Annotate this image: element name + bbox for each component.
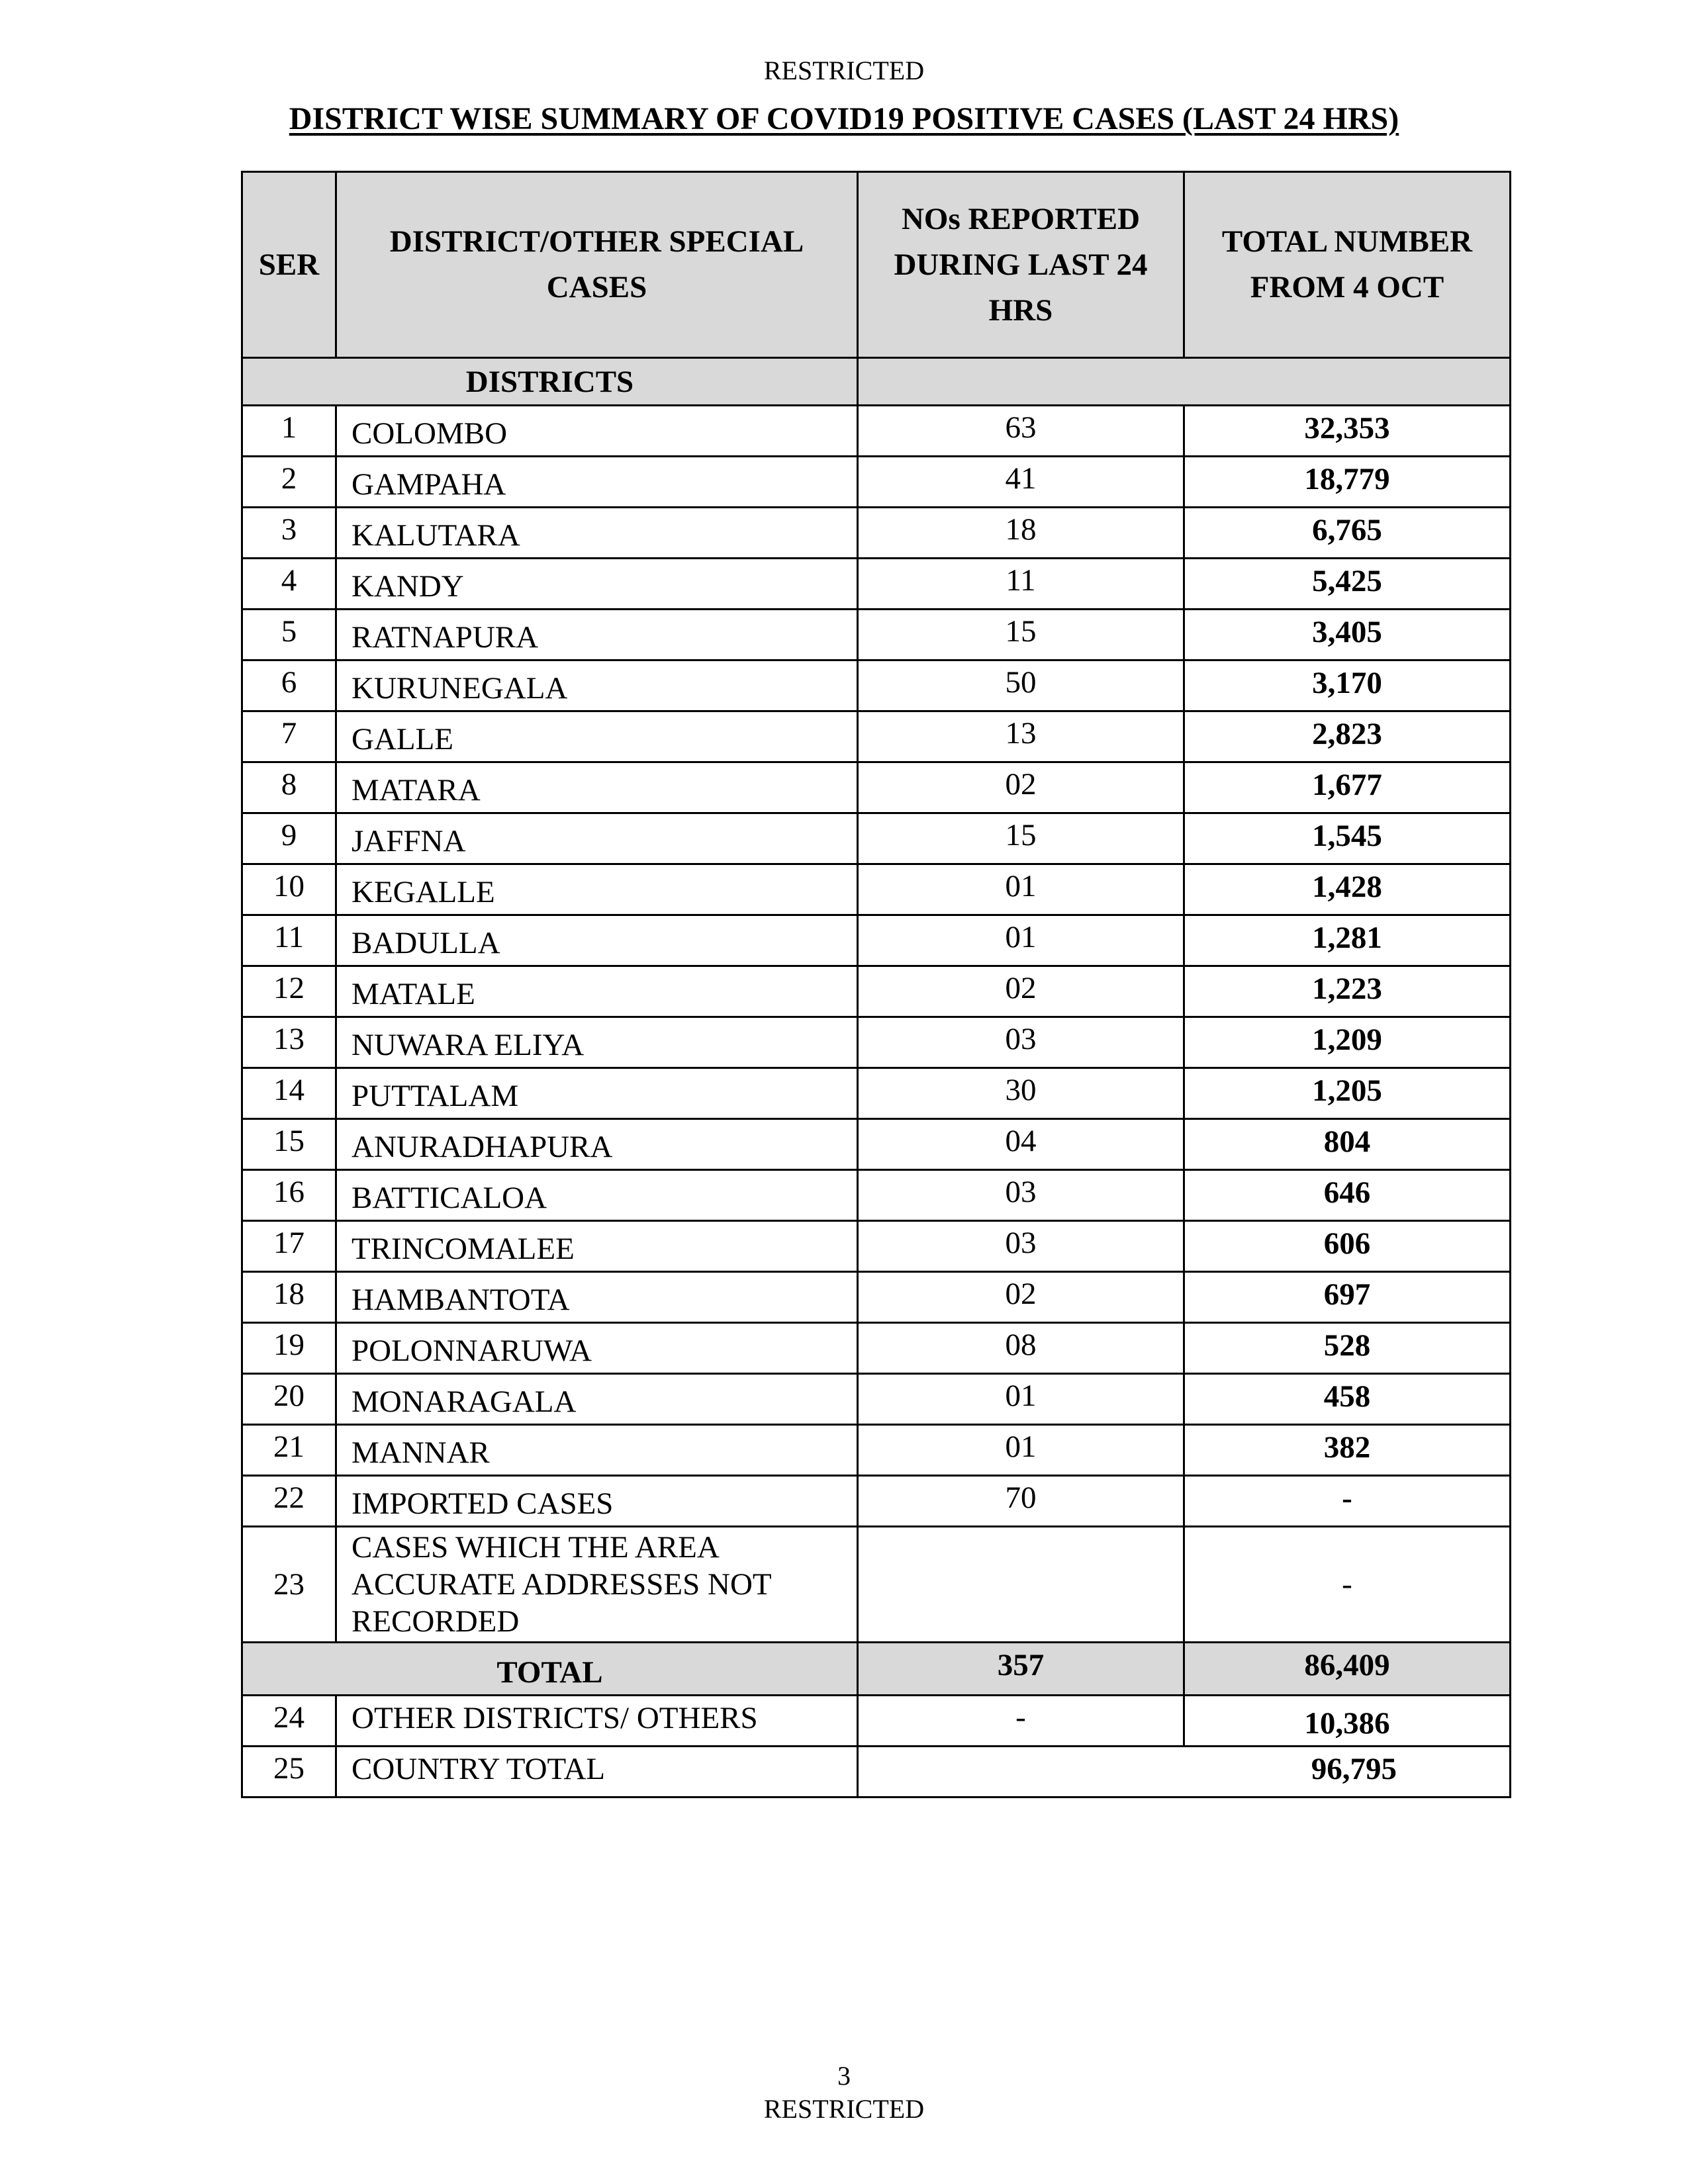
ser-cell: 2 (242, 457, 336, 508)
district-summary-table (241, 171, 1511, 1798)
ser-cell: 22 (242, 1476, 336, 1527)
district-cell: COUNTRY TOTAL (336, 1747, 858, 1797)
district-cell: TRINCOMALEE (336, 1221, 858, 1272)
ser-cell: 16 (242, 1170, 336, 1221)
table-row (242, 1221, 1511, 1272)
district-cell: KANDY (336, 559, 858, 610)
table-row (242, 1068, 1511, 1119)
country-total-value: 96,795 (858, 1747, 1511, 1797)
district-cell: KALUTARA (336, 508, 858, 559)
reported-cell: 03 (858, 1170, 1184, 1221)
reported-cell: 01 (858, 864, 1184, 915)
ser-cell: 4 (242, 559, 336, 610)
ser-cell: 23 (242, 1527, 336, 1643)
total-cell: - (1184, 1527, 1511, 1643)
ser-cell: 3 (242, 508, 336, 559)
district-cell: BATTICALOA (336, 1170, 858, 1221)
district-cell: KEGALLE (336, 864, 858, 915)
reported-cell: 01 (858, 915, 1184, 966)
total-label: TOTAL (242, 1643, 858, 1696)
col-header-reported: NOs REPORTED DURING LAST 24 HRS (858, 172, 1184, 358)
section-row-districts (242, 358, 1511, 406)
district-cell: PUTTALAM (336, 1068, 858, 1119)
table-row (242, 1323, 1511, 1374)
document-title-text: DISTRICT WISE SUMMARY OF COVID19 POSITIVE CASES (LAST 24 HRS) (289, 101, 1399, 136)
reported-cell: 63 (858, 406, 1184, 457)
table-row (242, 762, 1511, 813)
classification-footer: RESTRICTED (763, 2094, 925, 2124)
district-cell: JAFFNA (336, 813, 858, 864)
reported-cell: 03 (858, 1017, 1184, 1068)
reported-cell (858, 1527, 1184, 1643)
reported-cell: 15 (858, 813, 1184, 864)
district-cell: KURUNEGALA (336, 660, 858, 711)
table-row (242, 1527, 1511, 1643)
reported-cell: 18 (858, 508, 1184, 559)
document-title (0, 99, 1688, 139)
ser-cell: 15 (242, 1119, 336, 1170)
ser-cell: 20 (242, 1374, 336, 1425)
ser-cell: 14 (242, 1068, 336, 1119)
col-header-total: TOTAL NUMBER FROM 4 OCT (1184, 172, 1511, 358)
table-row (242, 1374, 1511, 1425)
total-cell: 1,209 (1184, 1017, 1511, 1068)
district-cell: OTHER DISTRICTS/ OTHERS (336, 1696, 858, 1747)
reported-cell: 02 (858, 966, 1184, 1017)
district-line: CASES WHICH THE AREA (352, 1530, 720, 1565)
table-row (242, 559, 1511, 610)
reported-cell: 50 (858, 660, 1184, 711)
district-cell: BADULLA (336, 915, 858, 966)
total-cell: 646 (1184, 1170, 1511, 1221)
ser-cell: 8 (242, 762, 336, 813)
district-cell: IMPORTED CASES (336, 1476, 858, 1527)
table-row (242, 1696, 1511, 1747)
total-sum: 86,409 (1184, 1643, 1511, 1696)
total-cell: 1,281 (1184, 915, 1511, 966)
district-cell: MATARA (336, 762, 858, 813)
ser-cell: 24 (242, 1696, 336, 1747)
table-row (242, 1170, 1511, 1221)
district-line: RECORDED (352, 1604, 520, 1639)
reported-cell: 02 (858, 1272, 1184, 1323)
col-header-district: DISTRICT/OTHER SPECIAL CASES (336, 172, 858, 358)
table-row (242, 406, 1511, 457)
district-cell: ANURADHAPURA (336, 1119, 858, 1170)
district-cell: GAMPAHA (336, 457, 858, 508)
ser-cell: 13 (242, 1017, 336, 1068)
reported-cell: 70 (858, 1476, 1184, 1527)
ser-cell: 17 (242, 1221, 336, 1272)
reported-cell: 41 (858, 457, 1184, 508)
district-cell: HAMBANTOTA (336, 1272, 858, 1323)
country-total-row (242, 1747, 1511, 1797)
ser-cell: 25 (242, 1747, 336, 1797)
ser-cell: 7 (242, 711, 336, 762)
reported-cell: 15 (858, 610, 1184, 660)
table-row (242, 508, 1511, 559)
table-row (242, 457, 1511, 508)
total-cell: 32,353 (1184, 406, 1511, 457)
page-number: 3 (837, 2061, 851, 2091)
total-cell: 6,765 (1184, 508, 1511, 559)
table-header-row (242, 172, 1511, 358)
reported-cell: - (858, 1696, 1184, 1747)
district-cell: NUWARA ELIYA (336, 1017, 858, 1068)
total-cell: 1,205 (1184, 1068, 1511, 1119)
district-cell: MONARAGALA (336, 1374, 858, 1425)
ser-cell: 18 (242, 1272, 336, 1323)
ser-cell: 9 (242, 813, 336, 864)
total-cell: 2,823 (1184, 711, 1511, 762)
total-cell: 528 (1184, 1323, 1511, 1374)
reported-cell: 03 (858, 1221, 1184, 1272)
total-row (242, 1643, 1511, 1696)
table-row (242, 1476, 1511, 1527)
ser-cell: 10 (242, 864, 336, 915)
reported-cell: 13 (858, 711, 1184, 762)
table-row (242, 1017, 1511, 1068)
total-cell: 697 (1184, 1272, 1511, 1323)
total-cell: 382 (1184, 1425, 1511, 1476)
total-cell: 10,386 (1184, 1696, 1511, 1747)
ser-cell: 11 (242, 915, 336, 966)
district-cell: MATALE (336, 966, 858, 1017)
district-cell: COLOMBO (336, 406, 858, 457)
reported-cell: 01 (858, 1425, 1184, 1476)
table-row (242, 610, 1511, 660)
table-row (242, 711, 1511, 762)
table-row (242, 864, 1511, 915)
ser-cell: 21 (242, 1425, 336, 1476)
total-cell: - (1184, 1476, 1511, 1527)
ser-cell: 19 (242, 1323, 336, 1374)
table-row (242, 660, 1511, 711)
district-cell: MANNAR (336, 1425, 858, 1476)
table-row (242, 1272, 1511, 1323)
table-row (242, 966, 1511, 1017)
reported-cell: 30 (858, 1068, 1184, 1119)
ser-cell: 6 (242, 660, 336, 711)
total-cell: 1,677 (1184, 762, 1511, 813)
ser-cell: 12 (242, 966, 336, 1017)
total-cell: 606 (1184, 1221, 1511, 1272)
total-cell: 1,428 (1184, 864, 1511, 915)
district-cell: GALLE (336, 711, 858, 762)
total-cell: 18,779 (1184, 457, 1511, 508)
total-cell: 804 (1184, 1119, 1511, 1170)
total-cell: 3,170 (1184, 660, 1511, 711)
ser-cell: 1 (242, 406, 336, 457)
reported-cell: 01 (858, 1374, 1184, 1425)
table-row (242, 813, 1511, 864)
total-reported: 357 (858, 1643, 1184, 1696)
section-label: DISTRICTS (242, 358, 858, 406)
section-blank (858, 358, 1511, 406)
total-cell: 5,425 (1184, 559, 1511, 610)
district-line: ACCURATE ADDRESSES NOT (352, 1567, 772, 1602)
total-cell: 1,223 (1184, 966, 1511, 1017)
table-row (242, 1119, 1511, 1170)
table-row (242, 1425, 1511, 1476)
total-cell: 3,405 (1184, 610, 1511, 660)
district-cell: POLONNARUWA (336, 1323, 858, 1374)
district-cell (336, 1527, 858, 1643)
reported-cell: 08 (858, 1323, 1184, 1374)
total-cell: 1,545 (1184, 813, 1511, 864)
classification-header: RESTRICTED (763, 56, 925, 85)
col-header-ser: SER (242, 172, 336, 358)
reported-cell: 11 (858, 559, 1184, 610)
total-cell: 458 (1184, 1374, 1511, 1425)
table-row (242, 915, 1511, 966)
reported-cell: 04 (858, 1119, 1184, 1170)
ser-cell: 5 (242, 610, 336, 660)
district-cell: RATNAPURA (336, 610, 858, 660)
reported-cell: 02 (858, 762, 1184, 813)
